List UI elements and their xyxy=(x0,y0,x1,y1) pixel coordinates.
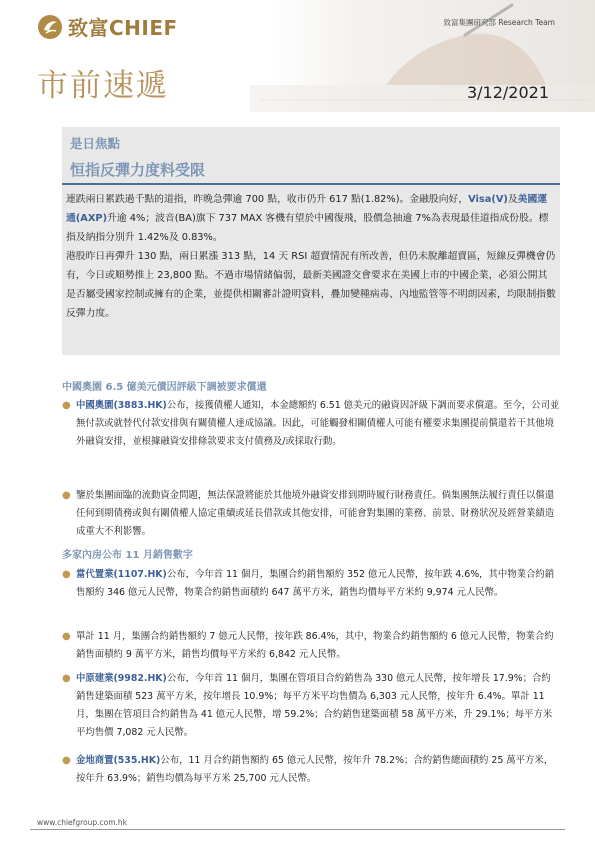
list-item: ● 當代置業(1107.HK)公布，今年首 11 個月，集團合約銷售額約 352 億元人民幣，按年跌 4.6%，其中物業合約銷售額約 346 億元人民幣，物業合約銷售面積約 647 萬平方米，銷售均價每平方米約 9,974 元人民幣。 xyxy=(62,566,560,602)
list-item: ● 中國奧園(3883.HK)公布，接獲債權人通知，本金總額約 6.51 億美元的融資因評級下調而要求償還。至今，公司並無付款或就替代付款安排與有關債權人達成協議。因此，可能觸發相關債權人可能有權要求集團提前償還若干其他境外融資安排，並根據融資安排條款要求支付債務及/或採取行動。 xyxy=(62,397,560,451)
company-name: 中國奧園(3883.HK) xyxy=(76,400,167,411)
bullet-icon: ● xyxy=(62,400,71,411)
footer-divider xyxy=(30,829,565,830)
focus-headline: 恒指反彈力度料受限 xyxy=(70,161,206,179)
list-item: ● 金地商置(535.HK)公布，11 月合約銷售額約 65 億元人民幣，按年升 78.2%；合約銷售總面積約 25 萬平方米，按年升 63.9%；銷售均價為每平方米 25,700 元人民幣。 xyxy=(62,752,560,788)
list-item: ● 單計 11 月，集團合約銷售額約 7 億元人民幣，按年跌 86.4%，其中，物業合約銷售額約 6 億元人民幣，物業合約銷售面積約 9 萬平方米，銷售均價每平方米約 6,842 元人民幣。 xyxy=(62,628,560,664)
logo-wordmark: 致富CHIEF xyxy=(68,16,178,40)
bullet-icon: ● xyxy=(62,673,71,684)
publication-title: 市前速遞 xyxy=(37,68,169,104)
page-header xyxy=(0,0,595,112)
ticker-axp: 美國運通(AXP) xyxy=(66,194,548,224)
chief-logo-icon xyxy=(37,14,63,40)
list-item: ● 鑒於集團面臨的流動資金問題，無法保證將能於其他境外融資安排到期時履行財務責任。倘集團無法履行責任以償還任何到期債務或與有關債權人協定重續或延長借款或其他安排，可能會對集團的業務、前景、財務狀況及經營業績造成重大不利影響。 xyxy=(62,487,560,541)
list-item: ● 中原建業(9982.HK)公布，今年首 11 個月，集團在管項目合約銷售為 330 億元人民幣，按年增長 17.9%；合約銷售建築面積 523 萬平方米，按年增長 10.9%；每平方米平均售價為 6,303 元人民幣，按年升 6.4%。單計 11 月，集團在管項目合約銷售為 41 億元人民幣，增 59.2%；合約銷售建築面積 58 萬平方米，升 29.1%；每平方米平均售價 7,082 元人民幣。 xyxy=(62,670,560,742)
bullet-icon: ● xyxy=(62,631,71,642)
section-title-sales: 多家內房公布 11 月銷售數字 xyxy=(62,550,193,561)
research-dept-label: 致富集團研究部 Research Team xyxy=(443,18,555,27)
brand-logo xyxy=(37,12,178,41)
ticker-visa: Visa(V) xyxy=(468,194,508,205)
company-name: 當代置業(1107.HK) xyxy=(76,569,167,580)
focus-paragraph-us: 連跌兩日累跌過千點的道指，昨晚急彈逾 700 點，收市仍升 617 點(1.82%)。金融股向好，Visa(V)及美國運通(AXP)升逾 4%；波音(BA)旗下 737 MAX 客機有望於中國復飛，股價急抽逾 7%為表現最佳道指成份股。標指及納指分別升 1.42%及 0.83%。 xyxy=(66,194,549,243)
daily-focus-box xyxy=(62,127,560,355)
bullet-icon: ● xyxy=(62,569,71,580)
section-title-aoyuan: 中國奧園 6.5 億美元債因評級下調被要求償還 xyxy=(62,382,267,393)
focus-body xyxy=(62,190,560,323)
company-name: 中原建業(9982.HK) xyxy=(76,673,167,684)
footer-website: www.chiefgroup.com.hk xyxy=(37,818,127,827)
company-name: 金地商置(535.HK) xyxy=(76,755,161,766)
focus-paragraph-hk: 港股昨日再彈升 130 點，兩日累漲 313 點，14 天 RSI 超賣情況有所改善，但仍未脫離超賣區，短線反彈機會仍有，今日或順勢推上 23,800 點。不過市場情緒偏弱，最新美國證交會要求在美國上市的中國企業，必須公開其是否屬受國家控制或擁有的企業，並提供相關審計證明資料，疊加變種病毒、內地監管等不明朗因素，均限制指數反彈力度。 xyxy=(66,251,556,319)
publication-date: 3/12/2021 xyxy=(466,83,549,102)
bullet-icon: ● xyxy=(62,755,71,766)
bullet-icon: ● xyxy=(62,490,71,501)
focus-label: 是日焦點 xyxy=(70,136,121,151)
focus-divider xyxy=(62,183,560,185)
